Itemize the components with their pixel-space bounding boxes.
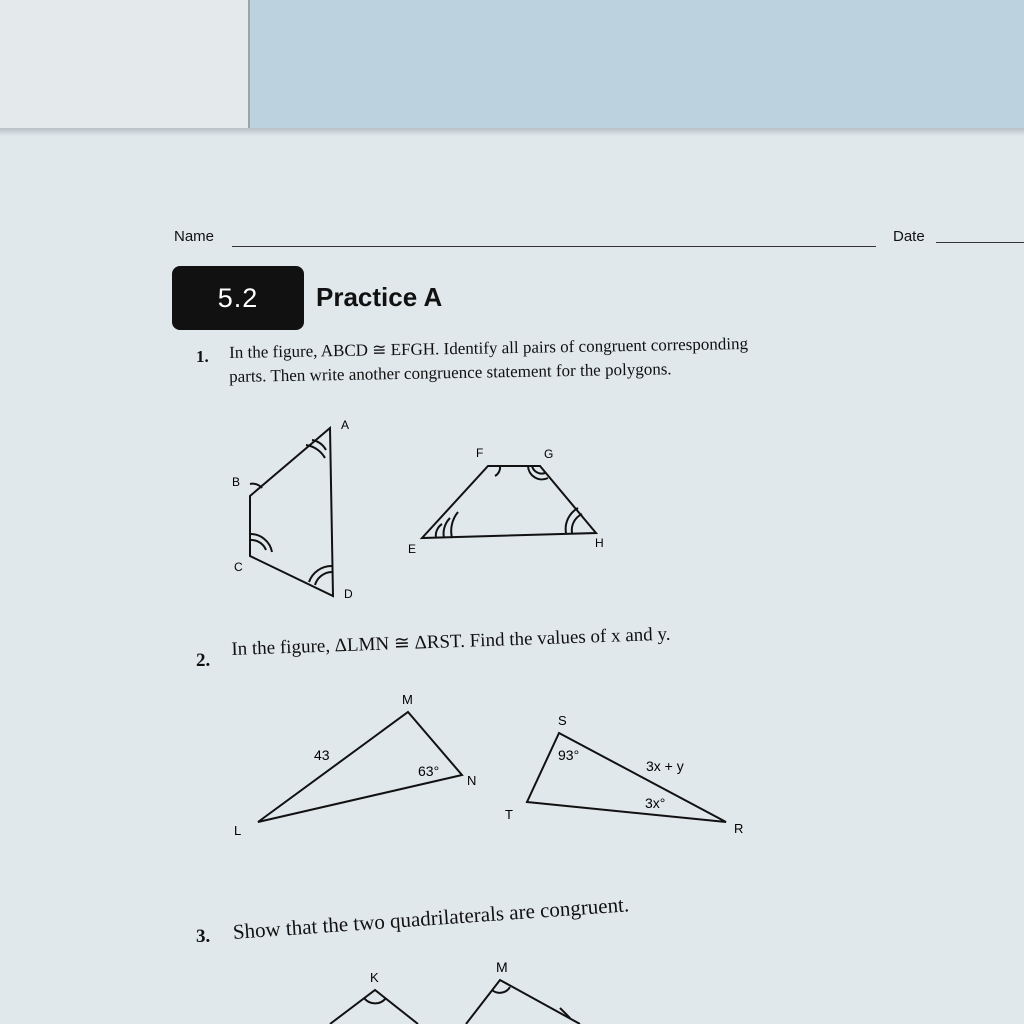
- angle-s-label: 93°: [558, 747, 580, 763]
- question-3-text: Show that the two quadrilaterals are congruent.: [232, 892, 630, 944]
- question-3-number: 3.: [196, 926, 211, 947]
- vertex-d: D: [344, 587, 353, 601]
- figure-abcd: [250, 428, 333, 596]
- question-2-text: In the figure, ΔLMN ≅ ΔRST. Find the values of x and y.: [231, 623, 671, 660]
- quadrilateral-k: [330, 990, 418, 1024]
- question-1-number: 1.: [196, 347, 209, 366]
- vertex-f: F: [476, 446, 484, 460]
- vertex-h: H: [595, 536, 604, 550]
- figure-efgh: [422, 466, 596, 538]
- side-lm-label: 43: [314, 747, 330, 763]
- question-1-line2: parts. Then write another congruence statement for the polygons.: [229, 359, 672, 386]
- section-badge: 5.2: [172, 266, 304, 330]
- vertex-n: N: [467, 773, 477, 788]
- quadrilateral-m: [466, 980, 580, 1024]
- vertex-g: G: [544, 447, 554, 461]
- vertex-t: T: [505, 807, 513, 822]
- vertex-a: A: [341, 418, 350, 432]
- date-label: Date: [893, 228, 925, 245]
- question-2-number: 2.: [196, 650, 211, 671]
- vertex-m: M: [402, 692, 413, 707]
- vertex-e: E: [408, 542, 417, 556]
- question-1-line1: In the figure, ABCD ≅ EFGH. Identify all pairs of congruent corresponding: [229, 333, 749, 362]
- vertex-l: L: [234, 823, 242, 838]
- vertex-m2: M: [496, 959, 508, 975]
- side-sr-label: 3x + y: [646, 758, 684, 774]
- vertex-s: S: [558, 713, 567, 728]
- triangle-rst: [527, 733, 726, 822]
- name-label: Name: [174, 228, 215, 245]
- vertex-b: B: [232, 475, 241, 489]
- angle-n-label: 63°: [418, 763, 440, 779]
- vertex-c: C: [234, 560, 243, 574]
- vertex-k: K: [370, 970, 379, 985]
- vertex-r: R: [734, 821, 744, 836]
- page-title: Practice A: [316, 282, 443, 312]
- angle-r-label: 3x°: [645, 795, 666, 811]
